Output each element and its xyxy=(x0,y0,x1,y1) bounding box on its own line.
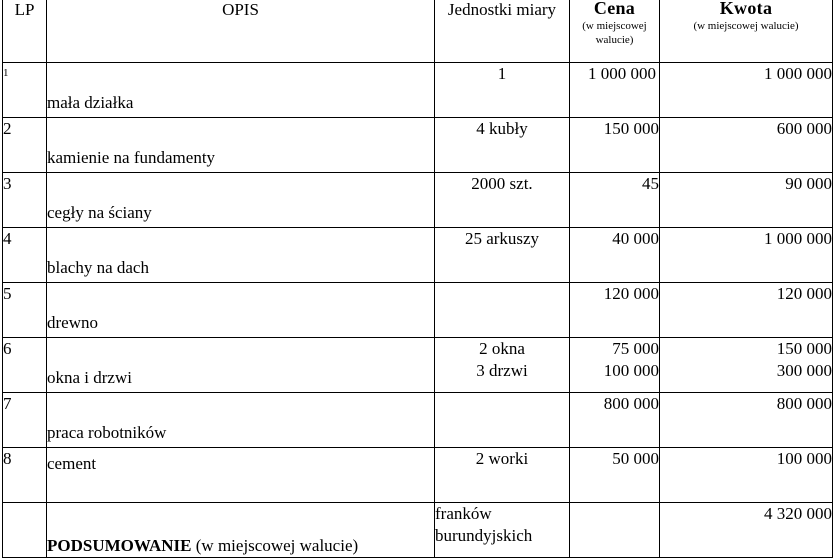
row-description-text: drewno xyxy=(47,313,98,332)
row-price xyxy=(570,228,660,283)
row-amount-value: 100 000 xyxy=(776,449,832,468)
row-units xyxy=(435,448,570,503)
row-amount xyxy=(660,393,833,448)
row-price xyxy=(570,283,660,338)
row-units-value: 1 xyxy=(497,64,507,83)
row-amount-value: 150 000 xyxy=(776,339,832,358)
table-row xyxy=(3,173,833,228)
row-lp: 1 xyxy=(3,63,47,118)
row-price xyxy=(570,338,660,393)
row-amount xyxy=(660,173,833,228)
row-description-text: praca robotników xyxy=(47,423,167,442)
row-price-value: 100 000 xyxy=(603,361,659,380)
row-units-value: 2 worki xyxy=(475,449,529,468)
summary-lp xyxy=(3,503,47,558)
table-row xyxy=(3,118,833,173)
row-price-value: 40 000 xyxy=(612,229,659,248)
row-description xyxy=(47,338,435,393)
row-lp: 4 xyxy=(3,228,47,283)
row-amount-value: 90 000 xyxy=(785,174,832,193)
summary-label: PODSUMOWANIE xyxy=(47,536,192,555)
row-price xyxy=(570,448,660,503)
row-units xyxy=(435,283,570,338)
row-lp: 5 xyxy=(3,283,47,338)
row-units xyxy=(435,228,570,283)
row-description xyxy=(47,63,435,118)
header-price xyxy=(570,0,660,63)
row-description-text: cement xyxy=(47,454,97,473)
summary-price xyxy=(570,503,660,558)
table-row xyxy=(3,393,833,448)
row-description-text: blachy na dach xyxy=(47,258,149,277)
row-units xyxy=(435,118,570,173)
table-body xyxy=(3,63,833,558)
row-price-value: 150 000 xyxy=(603,119,659,138)
table-row xyxy=(3,63,833,118)
row-price xyxy=(570,118,660,173)
row-amount xyxy=(660,63,833,118)
row-units-value: 3 drzwi xyxy=(476,361,528,380)
row-units-value: 2 okna xyxy=(479,339,525,358)
header-amount-subtitle: (w miejscowej walucie) xyxy=(693,20,799,32)
summary-currency-text: franków xyxy=(435,504,492,523)
row-description xyxy=(47,393,435,448)
row-description xyxy=(47,118,435,173)
row-price xyxy=(570,63,660,118)
row-description xyxy=(47,173,435,228)
row-description-text: mała działka xyxy=(47,93,134,112)
table-row xyxy=(3,338,833,393)
row-price-value: 1 000 000 xyxy=(588,64,656,83)
row-description-text: okna i drzwi xyxy=(47,368,132,387)
header-amount xyxy=(660,0,833,63)
row-description xyxy=(47,228,435,283)
summary-row xyxy=(3,503,833,558)
row-amount-value: 800 000 xyxy=(776,394,832,413)
row-lp: 7 xyxy=(3,393,47,448)
table-row xyxy=(3,228,833,283)
row-amount xyxy=(660,338,833,393)
row-amount-value: 1 000 000 xyxy=(764,64,832,83)
row-amount-value: 600 000 xyxy=(776,119,832,138)
row-units xyxy=(435,338,570,393)
header-units: Jednostki miary xyxy=(435,0,570,63)
row-lp: 3 xyxy=(3,173,47,228)
row-amount-value: 120 000 xyxy=(776,284,832,303)
row-units xyxy=(435,393,570,448)
table-row xyxy=(3,448,833,503)
row-price-value: 75 000 xyxy=(612,339,659,358)
header-amount-title: Kwota xyxy=(719,0,773,18)
header-lp: LP xyxy=(3,0,47,63)
row-amount xyxy=(660,448,833,503)
row-amount xyxy=(660,283,833,338)
summary-description xyxy=(47,503,435,558)
row-amount-value: 1 000 000 xyxy=(764,229,832,248)
row-amount-value: 300 000 xyxy=(776,361,832,380)
summary-total: 4 320 000 xyxy=(660,503,833,558)
summary-label-suffix: (w miejscowej walucie) xyxy=(191,536,359,555)
row-description-text: cegły na ściany xyxy=(47,203,152,222)
header-price-subtitle: (w miejscowej walucie) xyxy=(582,20,647,46)
table-header-row xyxy=(3,0,833,63)
summary-currency xyxy=(435,503,570,558)
row-price-value: 45 xyxy=(642,174,659,193)
row-description xyxy=(47,283,435,338)
header-description: OPIS xyxy=(47,0,435,63)
row-amount xyxy=(660,118,833,173)
row-lp: 8 xyxy=(3,448,47,503)
row-units-value: 25 arkuszy xyxy=(464,229,540,248)
row-units-value: 2000 szt. xyxy=(471,174,533,193)
row-lp: 2 xyxy=(3,118,47,173)
summary-currency-text: burundyjskich xyxy=(435,526,533,545)
table-row xyxy=(3,283,833,338)
header-price-title: Cena xyxy=(593,0,636,18)
row-units xyxy=(435,173,570,228)
row-price-value: 800 000 xyxy=(603,394,659,413)
row-amount xyxy=(660,228,833,283)
row-units-value: 4 kubły xyxy=(476,119,528,138)
row-description xyxy=(47,448,435,503)
row-units xyxy=(435,63,570,118)
row-price-value: 120 000 xyxy=(603,284,659,303)
row-lp: 6 xyxy=(3,338,47,393)
row-description-text: kamienie na fundamenty xyxy=(47,148,216,167)
row-price xyxy=(570,393,660,448)
row-price xyxy=(570,173,660,228)
row-price-value: 50 000 xyxy=(612,449,659,468)
cost-estimate-table xyxy=(2,0,833,558)
